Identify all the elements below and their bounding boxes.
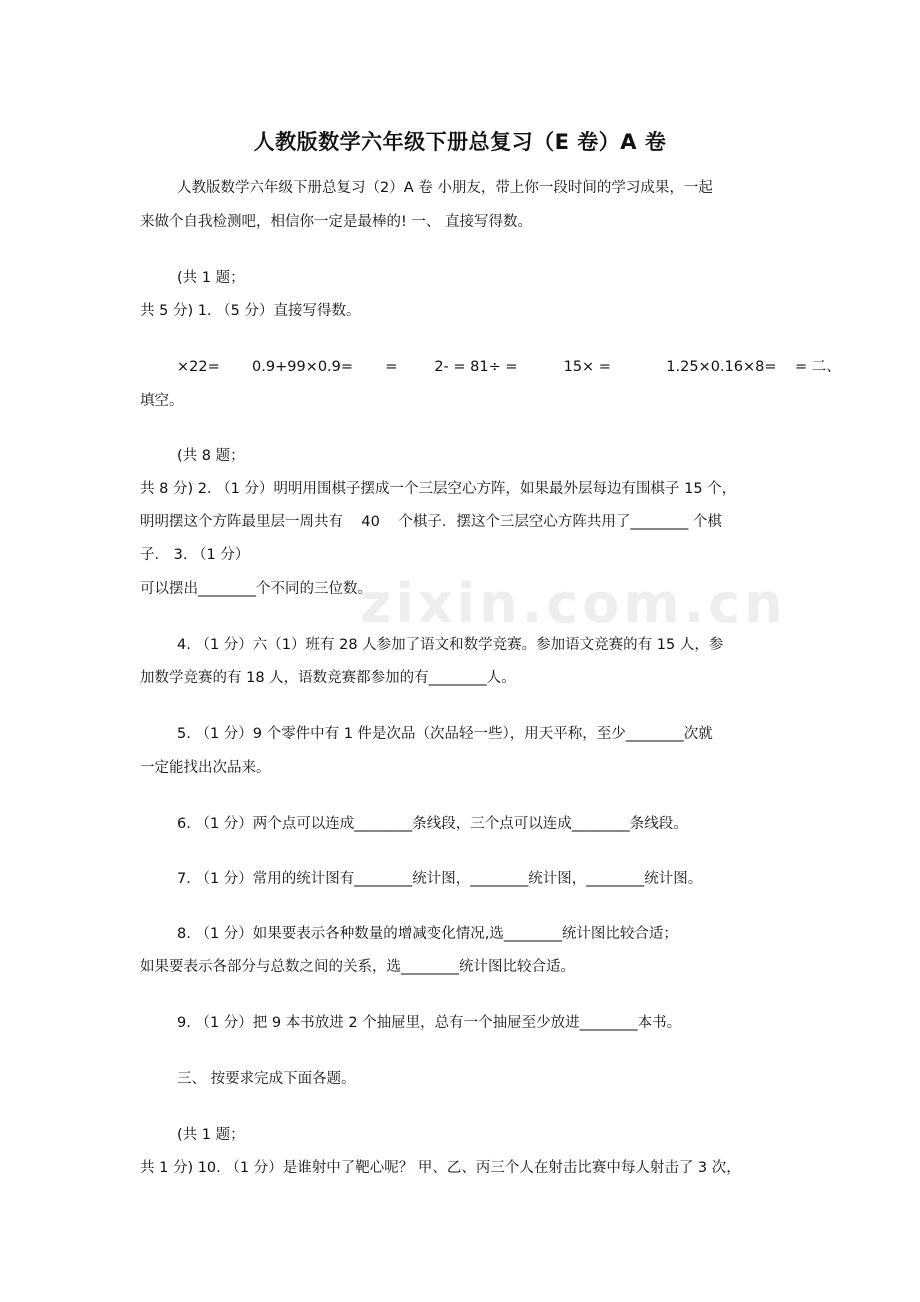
question-2-line-3: 子． 3. （1 分） [140, 547, 250, 563]
question-2-line-2: 明明摆这个方阵最里层一周共有 40 个棋子．摆这个三层空心方阵共用了________ 个棋 [140, 514, 722, 530]
question-4-line-2: 加数学竞赛的有 18 人，语数竞赛都参加的有________人。 [140, 670, 516, 686]
question-4-line-1: 4. （1 分）六（1）班有 28 人参加了语文和数学竞赛。参加语文竞赛的有 15 人，参 [177, 637, 724, 653]
calc-line: ×22= 0.9+99×0.9= = 2- = 81÷ = 15× = 1.25×0.16×8= = 二、 [177, 359, 841, 375]
question-3: 可以摆出________个不同的三位数。 [140, 581, 372, 597]
question-5-line-2: 一定能找出次品来。 [140, 760, 271, 776]
question-1: 共 5 分) 1. （5 分）直接写得数。 [140, 303, 361, 319]
intro-line-2: 来做个自我检测吧，相信你一定是最棒的! 一、 直接写得数。 [140, 214, 533, 230]
intro-line-1: 人教版数学六年级下册总复习（2）A 卷 小朋友，带上你一段时间的学习成果，一起 [177, 180, 713, 196]
question-8-line-2: 如果要表示各部分与总数之间的关系，选________统计图比较合适。 [140, 959, 575, 975]
section2-heading: 填空。 [140, 393, 184, 409]
section3-count: (共 1 题； [177, 1127, 245, 1143]
document-title: 人教版数学六年级下册总复习（E 卷）A 卷 [253, 130, 667, 154]
watermark: zixin.com.cn [360, 572, 787, 635]
section1-count: (共 1 题； [177, 270, 245, 286]
question-8-line-1: 8. （1 分）如果要表示各种数量的增减变化情况,选________统计图比较合适； [177, 926, 678, 942]
section3-heading: 三、 按要求完成下面各题。 [177, 1071, 356, 1087]
question-10-line-1: 共 1 分) 10. （1 分）是谁射中了靶心呢？ 甲、乙、丙三个人在射击比赛中每人射击了 3 次， [140, 1160, 741, 1176]
question-6: 6. （1 分）两个点可以连成________条线段，三个点可以连成________条线段。 [177, 816, 688, 832]
section2-count: (共 8 题； [177, 448, 245, 464]
question-2-line-1: 共 8 分) 2. （1 分）明明用围棋子摆成一个三层空心方阵，如果最外层每边有围棋子 15 个， [140, 481, 737, 497]
question-9: 9. （1 分）把 9 本书放进 2 个抽屉里，总有一个抽屉至少放进________本书。 [177, 1015, 682, 1031]
question-7: 7. （1 分）常用的统计图有________统计图，________统计图，________统计图。 [177, 871, 703, 887]
question-5-line-1: 5. （1 分）9 个零件中有 1 件是次品（次品轻一些），用天平称，至少________次就 [177, 726, 713, 742]
